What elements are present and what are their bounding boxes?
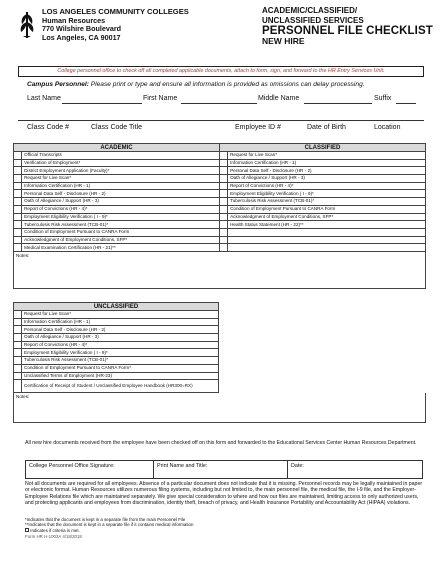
form-subtitle: NEW HIRE [262,36,305,46]
academic-item-label: Official Transcripts [22,152,220,160]
classified-item-label: Employment Eligibility Verification ( I - 9)* [228,190,426,198]
classified-checkbox[interactable] [219,167,227,175]
suffix-field[interactable] [396,103,416,104]
checklist-row [14,244,426,252]
date-of-birth-label: Date of Birth [307,124,346,131]
unclassified-checkbox[interactable] [14,349,22,357]
disclaimer-text: Not all documents are required for all employees. Absence of a particular document does not indicate that it is missing. Personnel records may be legally maintained in paper or electronic format. Human Resources utilizes numerous filing systems, including but not limited to, the main personnel file, the medical file, the I-9 file, and the Employer-Employee Relations file which are maintained separately. We give special consideration to where and how our files are maintained, limiting access to only authorized users, and protecting applicants and employees from discrimination, identity theft, breach of privacy, and Health Insurance Portability and Accountability Act (HIPAA) violations. [25,481,423,506]
print-name-field[interactable] [154,461,288,479]
forwarding-statement: All new hire documents received from the employee have been checked off on this form and forwarded to the Educational Services Center Human Resources Department. [25,440,417,446]
signature-table [25,460,423,479]
unclassified-section [13,302,426,423]
print-name-label: Print Name and Title: [157,463,208,469]
suffix-label: Suffix [374,95,392,102]
checklist-row [14,311,219,319]
footnote-3 [25,528,423,533]
unclassified-item-label: Oath of Allegiance / Support (HR - 3) [22,334,219,342]
academic-checkbox[interactable] [14,205,22,213]
last-name-label: Last Name [27,95,61,102]
classified-checkbox[interactable] [219,236,227,244]
academic-classified-table [13,143,426,252]
checklist-row [14,341,219,349]
checklist-row [14,175,426,183]
academic-checkbox[interactable] [14,175,22,183]
classified-checkbox[interactable] [219,175,227,183]
classified-checkbox[interactable] [219,244,227,252]
classified-item-label: Condition of Employment Pursuant to CANRA Form [228,205,426,213]
campus-instruction [27,81,365,88]
title-line-2: UNCLASSIFIED SERVICES [262,16,364,25]
checklist-row [14,205,426,213]
unclassified-checkbox[interactable] [14,311,22,319]
academic-checkbox[interactable] [14,228,22,236]
location-label: Location [374,124,401,131]
academic-checkbox[interactable] [14,167,22,175]
class-code-label: Class Code # [27,124,70,131]
classified-item-label: Request for Live Scan* [228,152,426,160]
unclassified-item-label: Unclassified Terms of Employment (HR-23) [22,372,219,380]
academic-checkbox[interactable] [14,198,22,206]
academic-checkbox[interactable] [14,236,22,244]
checklist-row [14,326,219,334]
classified-item-label: Oath of Allegiance / Support (HR - 3) [228,175,426,183]
address-line-2: Los Angeles, CA 90017 [42,32,121,42]
middle-name-field[interactable] [304,103,372,104]
checklist-row [14,318,219,326]
checklist-row [14,152,426,160]
form-title-block [262,6,433,46]
college-name: LOS ANGELES COMMUNITY COLLEGES [42,7,189,16]
notes-box-2[interactable] [13,393,426,423]
unclassified-checkbox[interactable] [14,326,22,334]
footnotes [25,517,423,533]
footnote-1: *Indicates that the document is kept in a separate file from the main Personnel File [25,517,186,522]
checklist-row [14,372,219,380]
classified-checkbox[interactable] [219,213,227,221]
academic-item-label: Information Certification (HR - 1) [22,182,220,190]
last-name-field[interactable] [62,103,142,104]
first-name-label: First Name [143,95,178,102]
unclassified-checkbox[interactable] [14,318,22,326]
classified-item-label: Health Status Statement (HR - 22)** [228,221,426,229]
classified-item-label: Personal Data Self - Disclosure (HR - 2) [228,167,426,175]
unclassified-checkbox[interactable] [14,372,22,380]
unclassified-item-label: Employment Eligibility Verification ( I - 9)* [22,349,219,357]
footnote-2: **Indicates that the document is kept in a separate file if it contains medical information [25,522,194,528]
checklist-row [14,198,426,206]
checklist-row [14,228,426,236]
academic-item-label: Employment Eligibility Verification ( I - 9)* [22,213,220,221]
notes-label-2: Notes: [16,394,30,400]
unclassified-checkbox[interactable] [14,364,22,372]
title-line-1: ACADEMIC/CLASSIFIED/ [262,6,358,15]
academic-checkbox[interactable] [14,159,22,167]
officer-signature-label: College Personnel Office Signature: [29,463,115,469]
checklist-row [14,182,426,190]
academic-checkbox[interactable] [14,221,22,229]
classified-checkbox[interactable] [219,205,227,213]
unclassified-checkbox[interactable] [14,334,22,342]
checklist-row [14,380,219,393]
academic-classified-section [13,143,426,289]
classified-checkbox[interactable] [219,198,227,206]
unclassified-table [13,302,219,393]
district-logo [18,10,36,40]
date-label: Date: [291,463,304,469]
classified-item-label: Tuberculosis Risk Assessment (TCB-01)* [228,198,426,206]
academic-item-label: District Employment Application (Faculty)* [22,167,220,175]
classified-item-label: Information Certification (HR - 1) [228,159,426,167]
checklist-row [14,357,219,365]
checklist-row [14,213,426,221]
notes-box-1[interactable] [13,252,426,289]
academic-item-label: Tuberculosis Risk Assessment (TCB-01)* [22,221,220,229]
classified-checkbox[interactable] [219,228,227,236]
classified-item-label [228,244,426,252]
academic-item-label: Report of Convictions (HR - 4)* [22,205,220,213]
academic-item-label: Request for Live Scan* [22,175,220,183]
unclassified-checkbox[interactable] [14,341,22,349]
unclassified-checkbox[interactable] [14,357,22,365]
date-field[interactable] [288,461,423,479]
instruction-notice: College personnel office to check off all completed applicable documents, attach to form, sign, and forward to the HR Entry Services Unit. [18,66,424,77]
checklist-row [14,159,426,167]
academic-checkbox[interactable] [14,182,22,190]
first-name-field[interactable] [181,103,257,104]
unclassified-checkbox[interactable] [14,380,22,393]
classified-checkbox[interactable] [219,152,227,160]
employee-id-label: Employee ID # [235,124,281,131]
form-title: PERSONNEL FILE CHECKLIST [262,25,433,37]
unclassified-item-label: Certification of Receipt of Student / Unclassified Employee Handbook (HR300=RX) [22,380,219,393]
unclassified-item-label: Information Certification (HR - 1) [22,318,219,326]
department-name: Human Resources [42,15,106,25]
academic-item-label: Personal Data Self - Disclosure (HR - 2) [22,190,220,198]
academic-heading: ACADEMIC [14,144,220,152]
class-code-title-label: Class Code Title [91,124,142,131]
academic-item-label: Oath of Allegiance / Support (HR - 3) [22,198,220,206]
classified-checkbox[interactable] [219,182,227,190]
classified-item-label [228,228,426,236]
classified-item-label [228,236,426,244]
unclassified-item-label: Request for Live Scan* [22,311,219,319]
footnote-3-text: Indicates if criteria is met. [30,527,80,533]
academic-checkbox[interactable] [14,213,22,221]
checklist-row [14,236,426,244]
unclassified-item-label: Report of Convictions (HR - 4)* [22,341,219,349]
checklist-row [14,190,426,198]
classified-item-label: Acknowledgment of Employment Conditions, SFP* [228,213,426,221]
academic-item-label: Condition of Employment Pursuant to CANRA Form [22,228,220,236]
academic-item-label: Verification of Employment* [22,159,220,167]
classified-heading: CLASSIFIED [219,144,425,152]
checklist-row [14,334,219,342]
middle-name-label: Middle Name [258,95,300,102]
criteria-checkbox-icon [25,528,29,532]
academic-checkbox[interactable] [14,244,22,252]
checklist-row [14,349,219,357]
campus-label: Campus Personnel: [27,81,89,88]
checklist-row [14,364,219,372]
notes-label: Notes: [16,252,30,258]
academic-checkbox[interactable] [14,190,22,198]
academic-checkbox[interactable] [14,152,22,160]
classified-checkbox[interactable] [219,190,227,198]
campus-text: Please print or type and ensure all information is provided as omissions can delay processing. [90,81,365,88]
academic-item-label: Acknowledgment of Employment Conditions, SFP* [22,236,220,244]
address-line-1: 770 Wilshire Boulevard [42,24,122,34]
classified-checkbox[interactable] [219,159,227,167]
unclassified-item-label: Personal Data Self - Disclosure (HR - 2) [22,326,219,334]
class-row-field-line[interactable] [18,120,424,121]
checklist-row [14,221,426,229]
form-id: Form HR H-1002A 4/18/2018 [25,534,82,539]
unclassified-item-label: Tuberculosis Risk Assessment (TCB-01)* [22,357,219,365]
college-address-block [42,8,189,42]
academic-item-label: Medical Examination Certification (HR - 21)** [22,244,220,252]
unclassified-heading: UNCLASSIFIED [14,303,219,311]
checklist-row [14,167,426,175]
officer-signature-field[interactable] [26,461,154,479]
classified-checkbox[interactable] [219,221,227,229]
unclassified-item-label: Condition of Employment Pursuant to CANRA Form* [22,364,219,372]
classified-item-label: Report of Convictions (HR - 4)* [228,182,426,190]
